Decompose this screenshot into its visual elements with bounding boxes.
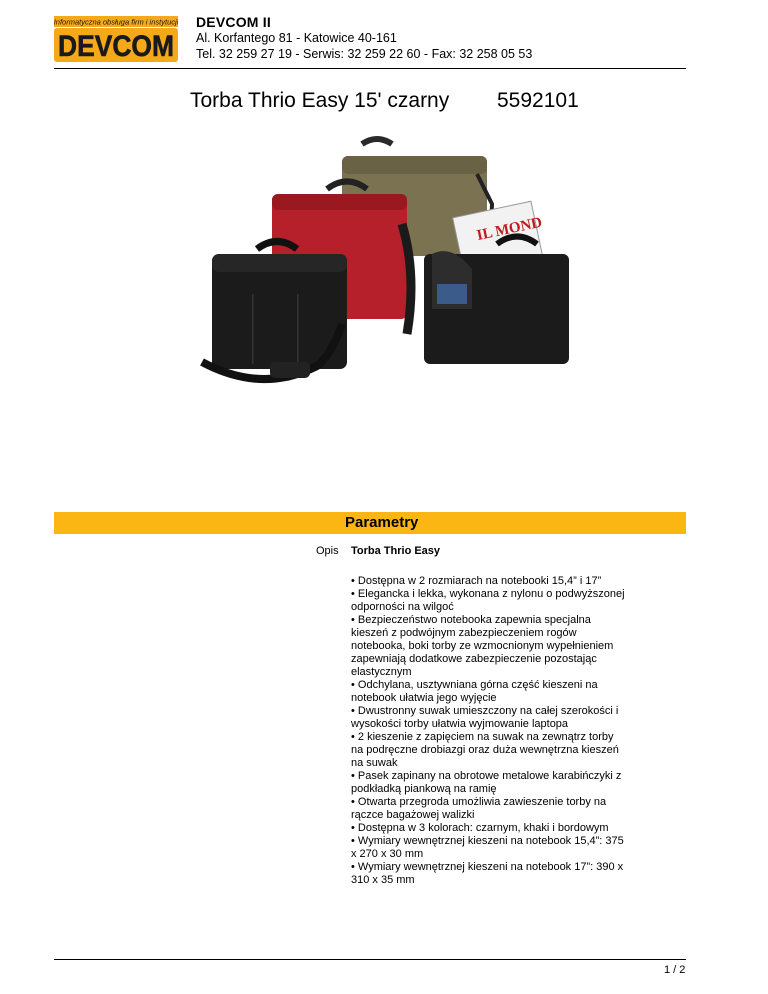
description-line: • Wymiary wewnętrznej kieszeni na notebook 17”: 390 x bbox=[351, 861, 624, 873]
product-title: Torba Thrio Easy 15' czarny bbox=[190, 89, 450, 112]
description-line: elastycznym bbox=[351, 666, 412, 678]
description-line: notebook ułatwia jego wyjęcie bbox=[351, 692, 497, 704]
company-address: Al. Korfantego 81 - Katowice 40-161 bbox=[196, 31, 397, 45]
description-line: podkładką piankową na ramię bbox=[351, 783, 497, 795]
description-line: • Dostępna w 3 kolorach: czarnym, khaki i bordowym bbox=[351, 822, 609, 834]
description-line: wysokości torby ułatwia wyjmowanie laptopa bbox=[351, 718, 569, 730]
company-contact: Tel. 32 259 27 19 - Serwis: 32 259 22 60 - Fax: 32 258 05 53 bbox=[196, 47, 533, 61]
logo-tagline: Informatyczna obsługa firm i instytucji bbox=[54, 17, 178, 27]
description-line: odporności na wilgoć bbox=[351, 601, 454, 613]
description-line: • Bezpieczeństwo notebooka zapewnia specjalna bbox=[351, 614, 591, 626]
product-code: 5592101 bbox=[497, 89, 579, 112]
description-line: kieszeń z podwójnym zabezpieczeniem rogów bbox=[351, 627, 577, 639]
header-divider bbox=[54, 68, 686, 69]
description-line: • Dwustronny suwak umieszczony na całej szerokości i bbox=[351, 705, 619, 717]
description-line: • Odchylana, usztywniana górna część kieszeni na bbox=[351, 679, 598, 691]
page-number: 1 / 2 bbox=[664, 964, 686, 976]
description-line: • Otwarta przegroda umożliwia zawieszenie torby na bbox=[351, 796, 607, 808]
company-info bbox=[196, 14, 532, 62]
description-lines bbox=[351, 575, 651, 887]
description-block bbox=[351, 545, 651, 887]
description-line: • Wymiary wewnętrznej kieszeni na notebook 15,4”: 375 bbox=[351, 835, 624, 847]
description-heading: Torba Thrio Easy bbox=[351, 545, 441, 557]
description-line: na suwak bbox=[351, 757, 398, 769]
company-name: DEVCOM II bbox=[196, 14, 271, 30]
description-line: x 270 x 30 mm bbox=[351, 848, 424, 860]
description-line: notebooka, boki torby ze wzmocnionym wypełnieniem bbox=[351, 640, 614, 652]
logo-wordmark: DEVCOM bbox=[58, 30, 174, 62]
devcom-logo bbox=[54, 16, 178, 62]
footer-divider bbox=[54, 959, 686, 960]
magazine-title: IL MOND bbox=[475, 214, 544, 245]
description-line: 310 x 35 mm bbox=[351, 874, 415, 886]
description-label: Opis bbox=[316, 545, 339, 557]
parameters-title: Parametry bbox=[345, 514, 419, 531]
description-line: rączce bagażowej walizki bbox=[351, 809, 475, 821]
description-line: • 2 kieszenie z zapięciem na suwak na zewnątrz torby bbox=[351, 731, 614, 743]
description-line: • Elegancka i lekka, wykonana z nylonu o podwyższonej bbox=[351, 588, 625, 600]
description-line: zapewniają dodatkowe zabezpieczenie pozostając bbox=[351, 653, 597, 665]
black-bag bbox=[202, 242, 347, 380]
product-photo bbox=[192, 134, 582, 396]
description-line: • Dostępna w 2 rozmiarach na notebooki 15,4” i 17” bbox=[351, 575, 602, 587]
description-line: • Pasek zapinany na obrotowe metalowe karabińczyki z bbox=[351, 770, 622, 782]
description-line: na podręczne drobiazgi oraz duża wewnętrzna kieszeń bbox=[351, 744, 619, 756]
